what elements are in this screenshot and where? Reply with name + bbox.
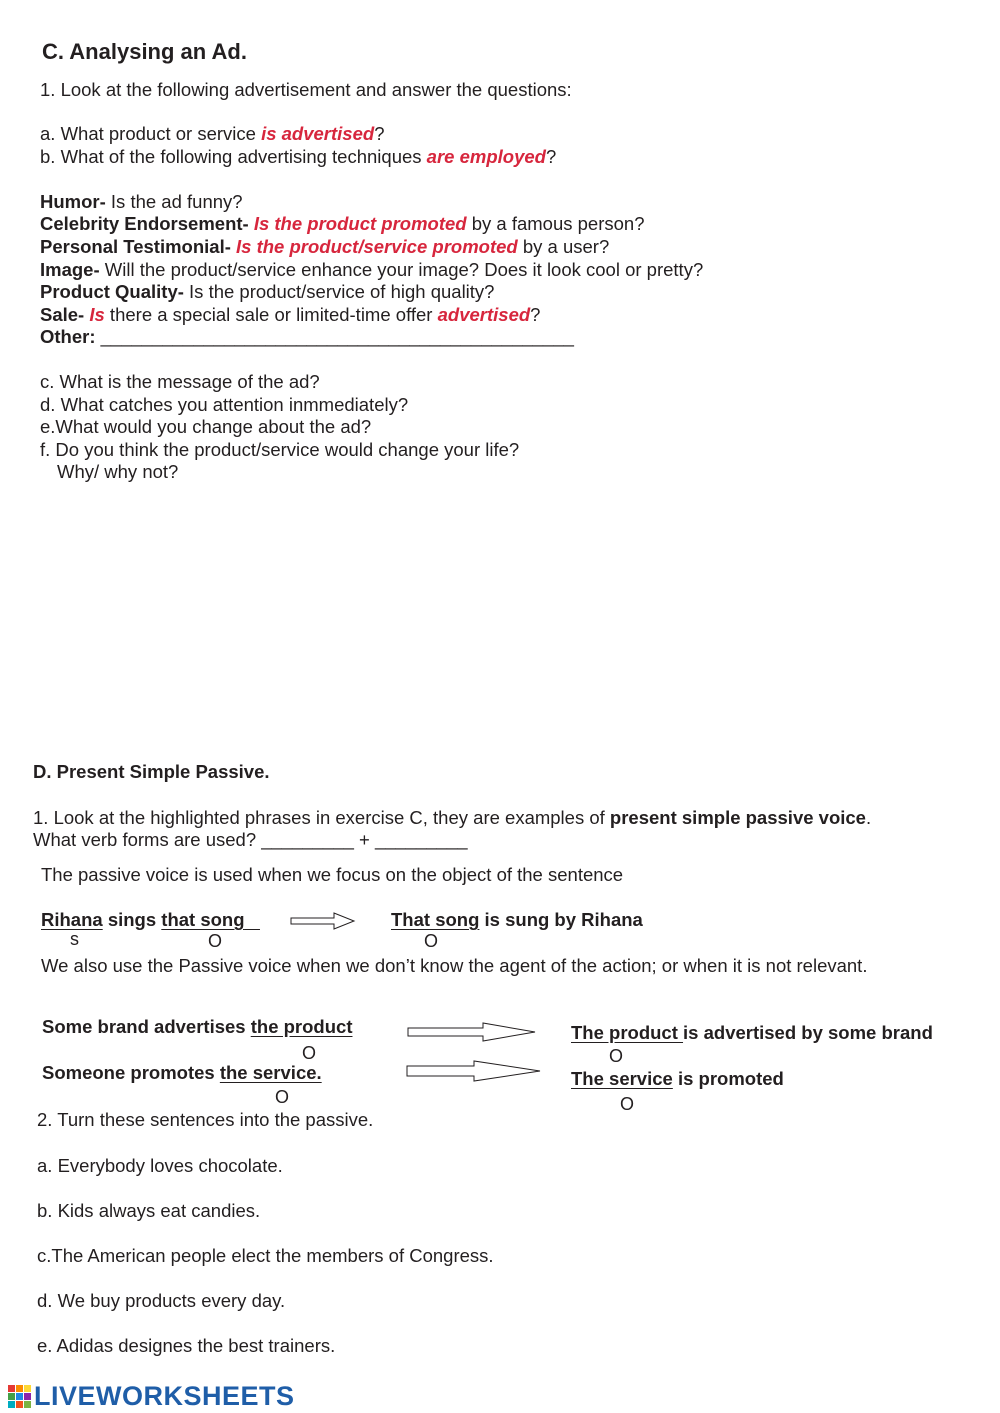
sentence-d: d. We buy products every day. (37, 1290, 286, 1311)
section-c-title: C. Analysing an Ad. (42, 39, 247, 64)
arrow-right-icon (290, 912, 356, 930)
verb-forms-question: What verb forms are used? _________ + _________ (33, 829, 468, 850)
question-b: b. What of the following advertising techniques are employed? (40, 146, 557, 167)
liveworksheets-logo (8, 1380, 295, 1412)
sentence-e: e. Adidas designes the best trainers. (37, 1335, 336, 1356)
example-2-active: Some brand advertises the product (42, 1016, 353, 1037)
example-1-active: Rihana sings that song (41, 909, 245, 930)
technique-testimonial: Personal Testimonial- Is the product/service promoted by a user? (40, 236, 610, 257)
sentence-c: c.The American people elect the members of Congress. (37, 1245, 494, 1266)
technique-quality: Product Quality- Is the product/service of high quality? (40, 281, 495, 302)
arrow-right-icon (407, 1022, 537, 1042)
arrow-right-icon (406, 1060, 542, 1082)
question-d: d. What catches you attention inmmediately? (40, 394, 409, 415)
sentence-b: b. Kids always eat candies. (37, 1200, 261, 1221)
technique-celebrity: Celebrity Endorsement- Is the product promoted by a famous person? (40, 213, 645, 234)
example-1-passive-object-mark: O (424, 931, 439, 951)
question-c: c. What is the message of the ad? (40, 371, 320, 392)
example-3-passive: The service is promoted (571, 1068, 784, 1089)
technique-humor: Humor- Is the ad funny? (40, 191, 243, 212)
agent-note: We also use the Passive voice when we don’t know the agent of the action; or when it is not relevant. (41, 955, 868, 976)
example-1-passive: That song is sung by Rihana (391, 909, 643, 930)
section-d-title: D. Present Simple Passive. (33, 761, 270, 782)
technique-image: Image- Will the product/service enhance your image? Does it look cool or pretty? (40, 259, 704, 280)
example-3-object-mark: O (275, 1087, 290, 1107)
technique-sale: Sale- Is there a special sale or limited-time offer advertised? (40, 304, 541, 325)
focus-rule: The passive voice is used when we focus on the object of the sentence (41, 864, 624, 885)
logo-text: LIVEWORKSHEETS (34, 1380, 295, 1411)
question-e: e.What would you change about the ad? (40, 416, 372, 437)
technique-other: Other: ______________________________________________ (40, 326, 574, 347)
logo-blocks-icon (8, 1385, 31, 1408)
question-f: f. Do you think the product/service would change your life? (40, 439, 520, 460)
example-3-active: Someone promotes the service. (42, 1062, 322, 1083)
task-2-instruction: 2. Turn these sentences into the passive. (37, 1109, 374, 1130)
example-2-passive-object-mark: O (609, 1046, 624, 1066)
question-f-line2: Why/ why not? (57, 461, 179, 482)
example-3-passive-object-mark: O (620, 1094, 635, 1114)
section-d-paragraph: 1. Look at the highlighted phrases in exercise C, they are examples of present simple passive voice. (33, 807, 872, 828)
sentence-a: a. Everybody loves chocolate. (37, 1155, 283, 1176)
section-c-instruction: 1. Look at the following advertisement and answer the questions: (40, 79, 572, 100)
example-2-passive: The product is advertised by some brand (571, 1022, 933, 1043)
example-1-object-mark: O (208, 931, 223, 951)
question-a: a. What product or service is advertised? (40, 123, 385, 144)
example-2-object-mark: O (302, 1043, 317, 1063)
example-1-subject-mark: s (70, 929, 79, 949)
other-blank[interactable]: ______________________________________________ (95, 326, 574, 347)
